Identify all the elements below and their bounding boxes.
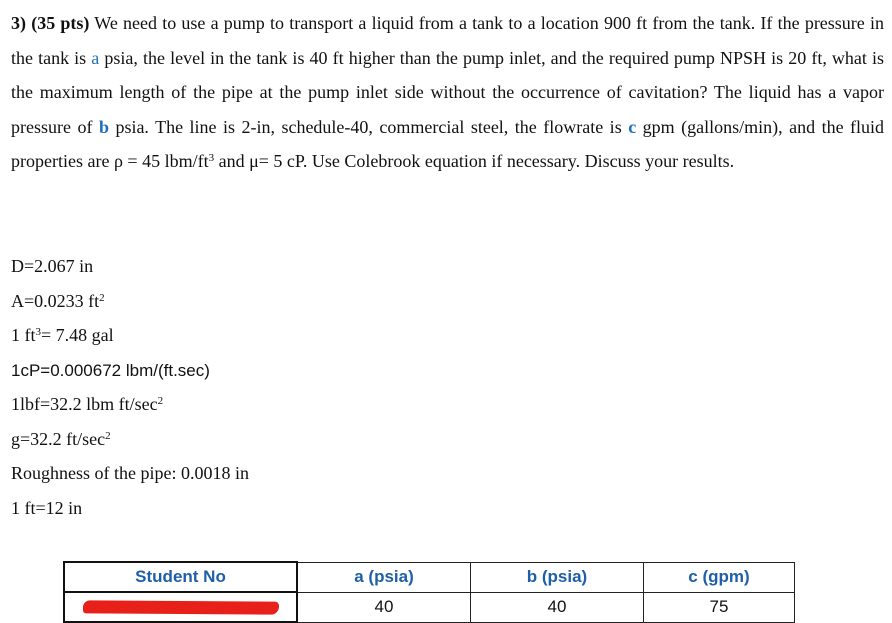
variable-a: a [91,47,100,68]
given-item: D=2.067 in [11,256,94,276]
variable-b: b [98,116,109,137]
value-a: 40 [297,592,471,622]
given-item: Roughness of the pipe: 0.0018 in [11,463,249,483]
problem-text-1: We need to use a pump to transport a liquid from a tank to a location 900 ft from the tank. If the pressure in the tank is [11,13,884,68]
given-item: 1lbf=32.2 lbm $ft/\sec^2$ [11,394,164,414]
redaction-mark [82,600,278,614]
given-values [11,249,249,525]
header-student-no: Student No [64,562,297,592]
student-no-cell [64,592,297,622]
problem-number: 3) [11,13,26,33]
problem-points: (35 pts) [31,13,90,33]
header-b: b (psia) [471,562,644,592]
problem-text-2: psia, the level in the tank is 40 ft higher than the pump inlet, and the required pump NPSH is 20 ft, what is the maximum length of the pipe at the pump inlet side without the occurrence of cavitation? The liquid has a vapor pressure of [11,47,885,137]
given-item: A=0.0233 $ft^2$ [11,290,105,311]
given-item: 1cP=0.000672 lbm/(ft.sec) [11,360,210,380]
problem-statement [11,6,884,179]
header-a: a (psia) [297,562,471,592]
problem-text-5: and μ= 5 cP. Use Colebrook equation if necessary. Discuss your results. [218,151,735,171]
given-item: 1 $ft^3= 7.48$ gal [11,325,114,345]
given-item: g=32.2 $ft/\sec^2$ [11,428,111,449]
value-c: 75 [644,592,795,622]
given-item: 1 ft=12 in [11,497,83,518]
variable-c: c [628,116,637,137]
table-row [64,592,795,622]
problem-text-4: gpm (gallons/min), and the fluid properties are ρ = 45 lbm/ft [11,116,885,171]
density-exponent: 3 [208,152,215,164]
parameter-table [63,561,795,623]
table-header-row [64,562,795,592]
problem-text-3: psia. The line is 2-in, schedule-40, commercial steel, the flowrate is [115,116,622,137]
header-c: c (gpm) [644,562,795,592]
value-b: 40 [471,592,644,622]
